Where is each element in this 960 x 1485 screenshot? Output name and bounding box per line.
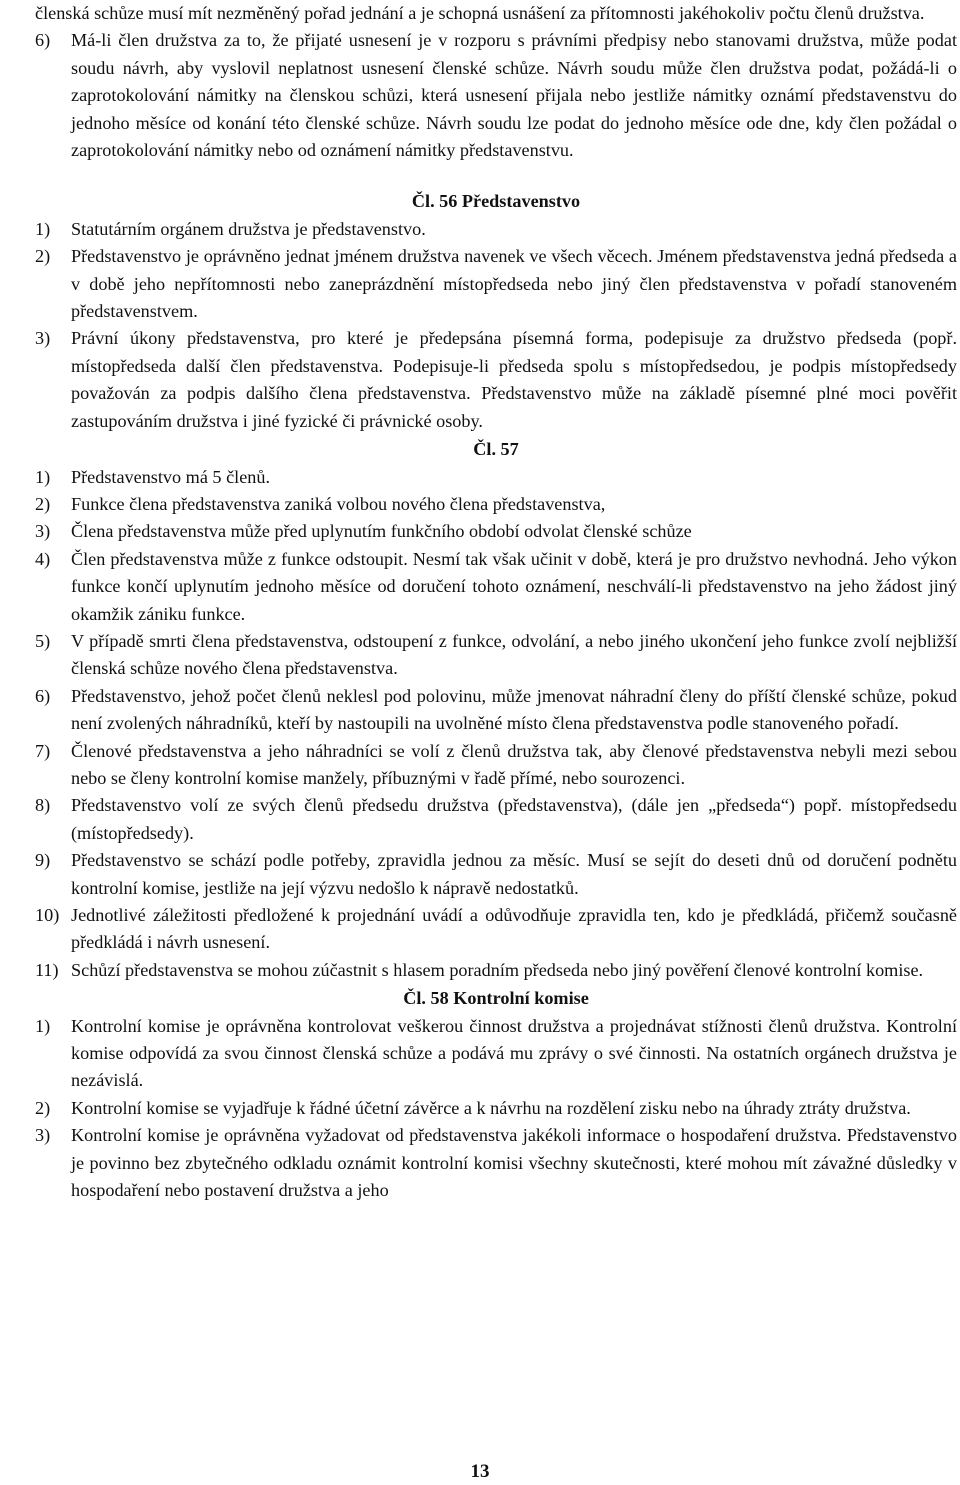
item-number: 6) [35,685,51,706]
list-item [35,546,957,628]
list-item [35,902,957,957]
item-number: 1) [35,1015,51,1036]
list-item [35,491,957,518]
list-item [35,464,957,491]
item-text: Jednotlivé záležitosti předložené k projednání uvádí a odůvodňuje zpravidla ten, kdo je předkládá, přičemž současně předkládá i návrh usnesení. [71,905,957,953]
item-number: 1) [35,218,51,239]
item-number: 6) [35,30,51,51]
list-item [35,628,957,683]
item-number: 2) [35,493,51,514]
item-text: Statutárním orgánem družstva je představenstvo. [71,218,426,239]
item-text: Člena představenstva může před uplynutím funkčního období odvolat členské schůze [71,521,692,542]
list-item [35,847,957,902]
item-number: 7) [35,740,51,761]
item-number: 2) [35,246,51,267]
section-heading-cl56: Čl. 56 Představenstvo [411,191,581,212]
item-number: 3) [35,328,51,349]
list-item [35,1013,957,1095]
list-item [35,1095,957,1122]
item-number: 4) [35,548,51,569]
item-text: Člen představenstva může z funkce odstoupit. Nesmí tak však učinit v době, která je pro družstvo nevhodná. Jeho výkon funkce končí uplynutím jednoho měsíce od doručení tohoto oznámení, neschválí-li představenstvo na jeho žádost jiný okamžik zániku funkce. [71,548,957,624]
item-text: Právní úkony představenstva, pro které je předepsána písemná forma, podepisuje za družstvo předseda (popř. místopředseda další člen představenstva. Podepisuje-li předseda spolu s místopředsedou, je podpis místopředsedy považován za podpis dalšího člena představenstva. Představenstvo může na základě písemné plné moci pověřit zastupováním družstva i jiné fyzické či právnické osoby. [71,328,957,431]
list-item [35,325,957,435]
section-heading-cl58: Čl. 58 Kontrolní komise [403,988,589,1009]
item-number: 3) [35,1125,51,1146]
item-text: Představenstvo se schází podle potřeby, zpravidla jednou za měsíc. Musí se sejít do deseti dnů od doručení podnětu kontrolní komise, jestliže na její výzvu nedošlo k nápravě nedostatků. [71,850,957,898]
item-number: 1) [35,466,51,487]
list-item [35,683,957,738]
list-item [35,792,957,847]
list-item [35,738,957,793]
item-text: Představenstvo, jehož počet členů neklesl pod polovinu, může jmenovat náhradní členy do příští členské schůze, pokud není zvolených náhradníků, kteří by nastoupili na uvolněné místo člena představenstva podle stanoveného pořadí. [71,685,957,734]
page-number: 13 [470,1461,490,1482]
item-number: 8) [35,795,51,816]
item-text: Představenstvo má 5 členů. [71,466,271,487]
item-text: Schůzí představenstva se mohou zúčastnit s hlasem poradním předseda nebo jiný pověření členové kontrolní komise. [71,959,924,980]
item-text: Představenstvo volí ze svých členů předsedu družstva (představenstva), (dále jen „předseda“) popř. místopředsedu (místopředsedy). [71,795,957,843]
item-text: Kontrolní komise je oprávněna vyžadovat od představenstva jakékoli informace o hospodaření družstva. Představenstvo je povinno bez zbytečného odkladu oznámit kontrolní komisi všechny skutečnosti, které mohou mít závažné důsledky v hospodaření nebo postavení družstva a jeho [71,1125,957,1201]
list-item [35,957,957,984]
item-text: Členové představenstva a jeho náhradníci se volí z členů družstva tak, aby členové představenstva nebyli mezi sebou nebo se členy kontrolní komise manžely, příbuznými v řadě přímé, nebo sourozenci. [71,740,957,788]
item-number: 9) [35,850,51,871]
document-page [35,0,957,1204]
item-text: Kontrolní komise se vyjadřuje k řádné účetní závěrce a k návrhu na rozdělení zisku nebo na úhrady ztráty družstva. [71,1097,911,1118]
list-item [35,518,957,545]
item-number: 5) [35,630,51,651]
list-item [35,216,957,243]
continuation-paragraph: členská schůze musí mít nezměněný pořad jednání a je schopná usnášení za přítomnosti jakéhokoliv počtu členů družstva. [35,3,925,23]
item-number: 10) [35,905,60,925]
item-number: 11) [35,959,59,980]
item-text: Má-li člen družstva za to, že přijaté usnesení je v rozporu s právními předpisy nebo stanovami družstva, může podat soudu návrh, aby vyslovil neplatnost usnesení členské schůze. Návrh soudu může člen družstva podat, požádá-li o zaprotokolování námitky na členskou schůzi, která usnesení přijala nebo jestliže námitky oznámí představenstvu do jednoho měsíce od konání této členské schůze. Návrh soudu lze podat do jednoho měsíce ode dne, kdy člen požádal o zaprotokolování námitky nebo od oznámení námitky představenstvu. [71,30,957,161]
item-text: Funkce člena představenstva zaniká volbou nového člena představenstva, [71,493,606,514]
section-heading-cl57: Čl. 57 [473,439,519,460]
item-text: V případě smrti člena představenstva, odstoupení z funkce, odvolání, a nebo jiného ukončení jeho funkce zvolí nejbližší členská schůze nového člena představenstva. [71,630,957,679]
item-text: Představenstvo je oprávněno jednat jménem družstva navenek ve všech věcech. Jménem představenstva jedná předseda a v době jeho nepřítomnosti nebo zaneprázdnění místopředseda nebo jiný člen představenstva v pořadí stanoveném představenstvem. [71,246,957,322]
list-item [35,27,957,164]
item-text: Kontrolní komise je oprávněna kontrolovat veškerou činnost družstva a projednávat stížnosti členů družstva. Kontrolní komise odpovídá za svou činnost členská schůze a podává mu zprávy o své činnosti. Na ostatních orgánech družstva je nezávislá. [71,1015,957,1091]
list-item [35,243,957,325]
item-number: 2) [35,1097,51,1118]
list-item [35,1122,957,1204]
item-number: 3) [35,521,51,542]
